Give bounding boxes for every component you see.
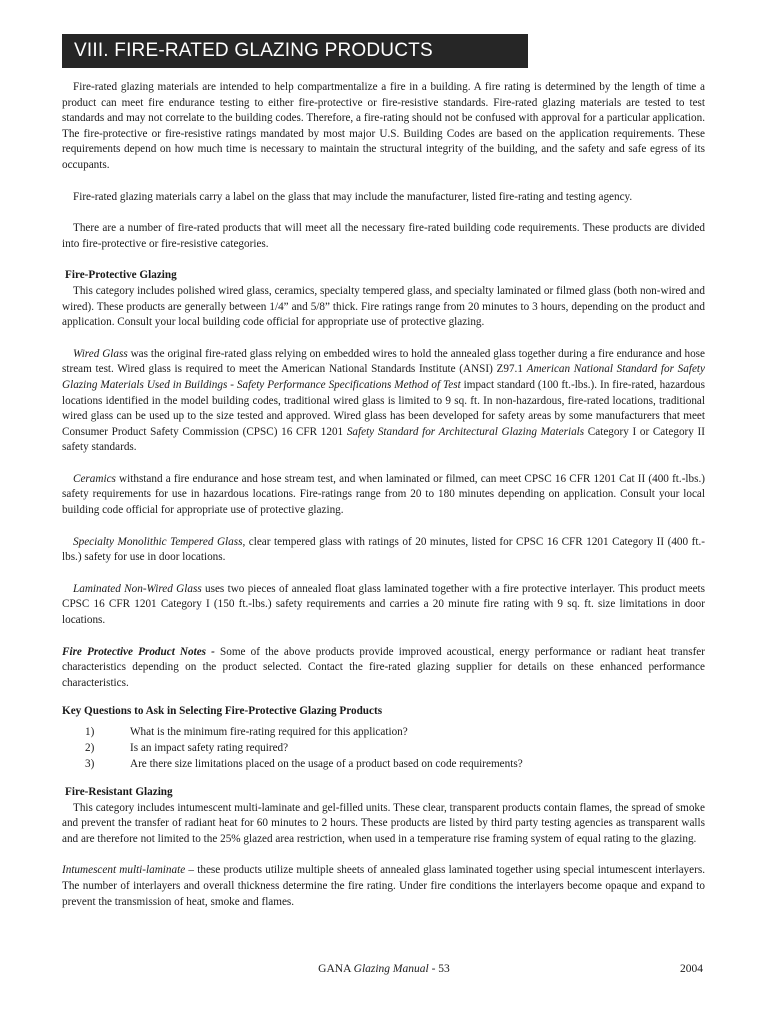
intumescent-term: Intumescent multi-laminate [62, 864, 186, 877]
tempered-glass-paragraph [62, 535, 705, 566]
fire-protective-heading: Fire-Protective Glazing [65, 269, 177, 282]
ceramics-term: Ceramics [73, 472, 116, 485]
tempered-glass-term: Specialty Monolithic Tempered Glass [73, 535, 243, 548]
fire-protective-paragraph: This category includes polished wired glass, ceramics, specialty tempered glass, and specialty laminated or filmed glass (both non-wired and wired). These products are generally between 1/4” and 5/8” thick. Fire ratings range from 20 minutes to 3 hours, depending on the product and application. Consult your local building code official for appropriate use of protective glazing. [62, 284, 705, 329]
fire-resistant-heading: Fire-Resistant Glazing [65, 786, 173, 798]
list-item-number: 2) [85, 742, 95, 754]
ansi-standard-title: American National Standard for Safety Glazing Materials Used in Buildings - Safety Performance Specifications Method of Test [62, 363, 705, 391]
laminated-glass-text: uses two pieces of annealed float glass laminated together with a fire protective interlayer. This product meets CPSC 16 CFR 1201 Category I (150 ft.-lbs.) safety requirements and carries a 20 minute fire rating with 9 sq. ft. size limitations in door locations. [62, 582, 705, 627]
wired-glass-paragraph [62, 347, 705, 456]
ceramics-text: withstand a fire endurance and hose stream test, and when laminated or filmed, can meet CPSC 16 CFR 1201 Cat II (400 ft.-lbs.) safety requirements for use in hazardous locations. Fire-ratings range from 20 to 180 minutes depending on application. Consult your local building code official for appropriate use of protective glazing. [62, 472, 705, 517]
footer-page-number: - 53 [428, 963, 450, 975]
list-item-text: Are there size limitations placed on the usage of a product based on code requirements? [130, 758, 523, 770]
intro-paragraph-1: Fire-rated glazing materials are intended to help compartmentalize a fire in a building. A fire rating is determined by the length of time a product can meet fire endurance testing to either fire-protective or fire-resistive standards. Fire-rated glazing materials are tested to test standards and may not correlate to the building codes. Therefore, a fire-rating should not be confused with approval for a particular application. The fire-protective or fire-resistive ratings mandated by most major U.S. Building Codes are based on the application requirements. These requirements depend on how much time is necessary to maintain the structural integrity of the building, and the safety and safe egress of its occupants. [62, 81, 705, 171]
list-item-number: 1) [85, 726, 95, 738]
list-item [62, 756, 705, 772]
product-notes-paragraph [62, 645, 705, 692]
key-questions-list [62, 724, 705, 772]
footer-manual-ref [0, 963, 768, 975]
footer-year: 2004 [680, 963, 703, 975]
product-notes-term: Fire Protective Product Notes - [62, 645, 215, 658]
list-item-text: What is the minimum fire-rating required for this application? [130, 726, 408, 738]
ceramics-paragraph [62, 472, 705, 519]
key-questions-heading: Key Questions to Ask in Selecting Fire-Protective Glazing Products [62, 705, 383, 718]
fire-resistant-paragraph: This category includes intumescent multi-laminate and gel-filled units. These clear, transparent products contain flames, the spread of smoke and prevent the transfer of radiant heat for 60 minutes to 2 hours. These products are listed by third party testing agencies as transparent walls and are therefore not limited to the 25% glazed area restriction, when used in a temperature rise framing system of equal rating to the glazing. [62, 801, 705, 845]
intro-paragraph-3: There are a number of fire-rated products that will meet all the necessary fire-rated building code requirements. These products are divided into fire-protective or fire-resistive categories. [62, 222, 705, 250]
footer-publisher: GANA [318, 963, 354, 975]
list-item-text: Is an impact safety rating required? [130, 742, 289, 754]
wired-glass-term: Wired Glass [73, 347, 128, 360]
wired-glass-text-2: impact standard (100 ft.-lbs.). In fire-rated, hazardous locations identified in the model building codes, traditional wired glass is limited to 9 sq. ft. In non-hazardous, fire-rated locations, traditional wired glass can be used up to the size tested and approved. Wired glass has been developed for safety areas by some manufacturers that meet Consumer Product Safety Commission (CPSC) 16 CFR 1201 [62, 378, 705, 438]
list-item [62, 724, 705, 740]
wired-glass-text-3: Category I or Category II safety standards. [62, 425, 705, 454]
cpsc-standard-title: Safety Standard for Architectural Glazing Materials [346, 425, 585, 438]
intumescent-text: – these products utilize multiple sheets of annealed glass laminated together using special intumescent interlayers. The number of interlayers and overall thickness determine the fire rating. Under fire conditions the interlayers become opaque and expand to prevent the transmission of heat, smoke and flames. [62, 864, 705, 908]
product-notes-text: Some of the above products provide improved acoustical, energy performance or radiant heat transfer characteristics depending on the product selected. Contact the fire-rated glazing supplier for details on these enhanced performance characteristics. [62, 645, 705, 689]
tempered-glass-text: , clear tempered glass with ratings of 20 minutes, listed for CPSC 16 CFR 1201 Category II (400 ft.-lbs.) safety for use in door locations. [62, 535, 705, 564]
wired-glass-text-1: was the original fire-rated glass relying on embedded wires to hold the annealed glass together during a fire endurance and hose stream test. Wired glass is required to meet the American National Standards Institute (ANSI) Z97.1 [62, 347, 705, 376]
list-item-number: 3) [85, 758, 95, 770]
intro-paragraph-2: Fire-rated glazing materials carry a label on the glass that may include the manufacturer, listed fire-rating and testing agency. [73, 190, 633, 203]
laminated-glass-term: Laminated Non-Wired Glass [73, 582, 202, 595]
intumescent-paragraph [62, 863, 705, 910]
document-page [62, 34, 705, 910]
laminated-glass-paragraph [62, 582, 705, 629]
footer-manual-title: Glazing Manual [353, 963, 429, 975]
list-item [62, 740, 705, 756]
section-title: VIII. FIRE-RATED GLAZING PRODUCTS [62, 34, 528, 68]
